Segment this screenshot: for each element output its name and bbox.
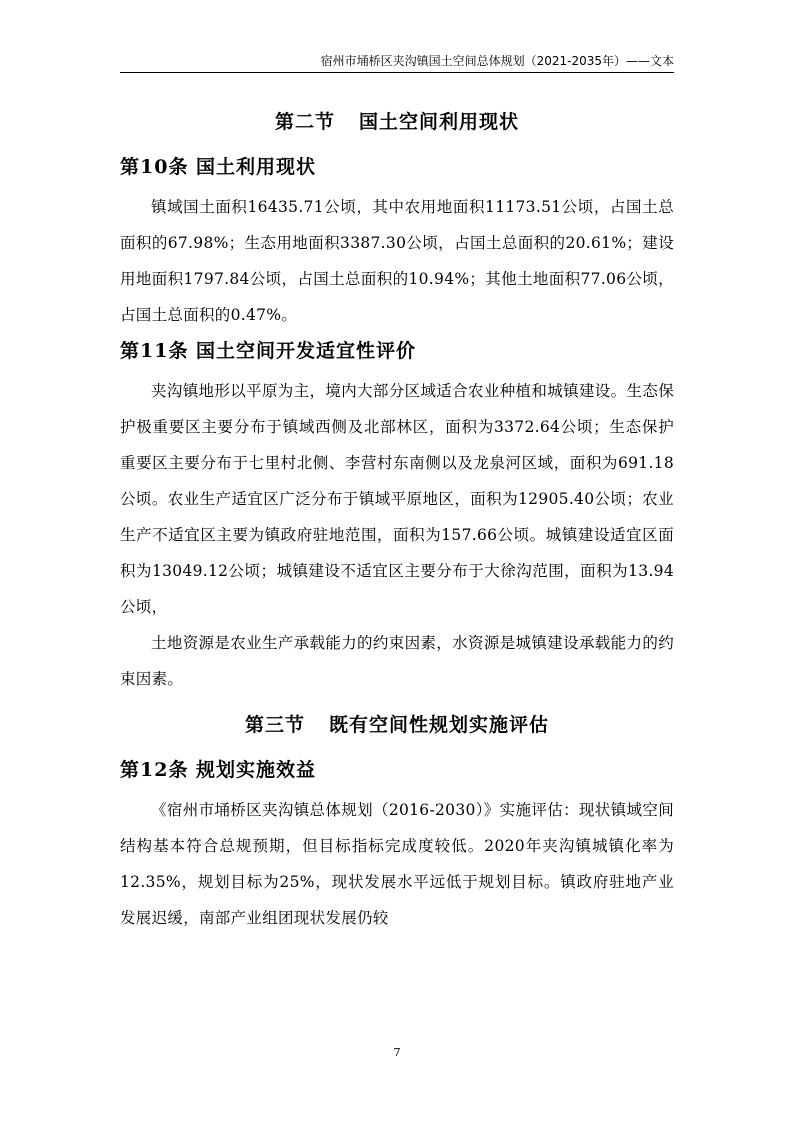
article-title: 第11条 国土空间开发适宜性评价 (120, 340, 417, 362)
paragraph: 镇域国土面积16435.71公顷，其中农用地面积11173.51公顷，占国土总面积的67.98%；生态用地面积3387.30公顷，占国土总面积的20.61%；建设用地面积1797.84公顷，占国土总面积的10.94%；其他土地面积77.06公顷，占国土总面积的0.47%。 (120, 198, 674, 324)
article-title: 第12条 规划实施效益 (120, 759, 317, 781)
paragraph: 夹沟镇地形以平原为主，境内大部分区域适合农业种植和城镇建设。生态保护极重要区主要分布于镇域西侧及北部林区，面积为3372.64公顷；生态保护重要区主要分布于七里村北侧、李营村东南侧以及龙泉河区域，面积为691.18公顷。农业生产适宜区广泛分布于镇域平原地区，面积为12905.40公顷；农业生产不适宜区主要为镇政府驻地范围，面积为157.66公顷。城镇建设适宜区面积为13049.12公顷；城镇建设不适宜区主要分布于大徐沟范围，面积为13.94公顷， (120, 382, 674, 616)
page-header (120, 52, 674, 73)
paragraph: 《宿州市埇桥区夹沟镇总体规划（2016-2030）》实施评估：现状镇域空间结构基本符合总规预期，但目标指标完成度较低。2020年夹沟镇城镇化率为12.35%，规划目标为25%，现状发展水平远低于规划目标。镇政府驻地产业发展迟缓，南部产业组团现状发展仍较 (120, 801, 674, 927)
header-text: 宿州市埇桥区夹沟镇国土空间总体规划（2021-2035年）——文本 (320, 54, 674, 68)
section-heading: 既有空间性规划实施评估 (329, 714, 550, 736)
paragraph: 土地资源是农业生产承载能力的约束因素，水资源是城镇建设承载能力的约束因素。 (120, 634, 674, 688)
page-number: 7 (393, 1046, 401, 1059)
section-title (120, 711, 674, 739)
section-number: 第三节 (244, 714, 305, 736)
section-title (120, 108, 674, 136)
article-title: 第10条 国土利用现状 (120, 156, 317, 178)
section-heading: 国土空间利用现状 (359, 111, 520, 133)
document-body (120, 108, 674, 936)
section-number: 第二节 (274, 111, 335, 133)
